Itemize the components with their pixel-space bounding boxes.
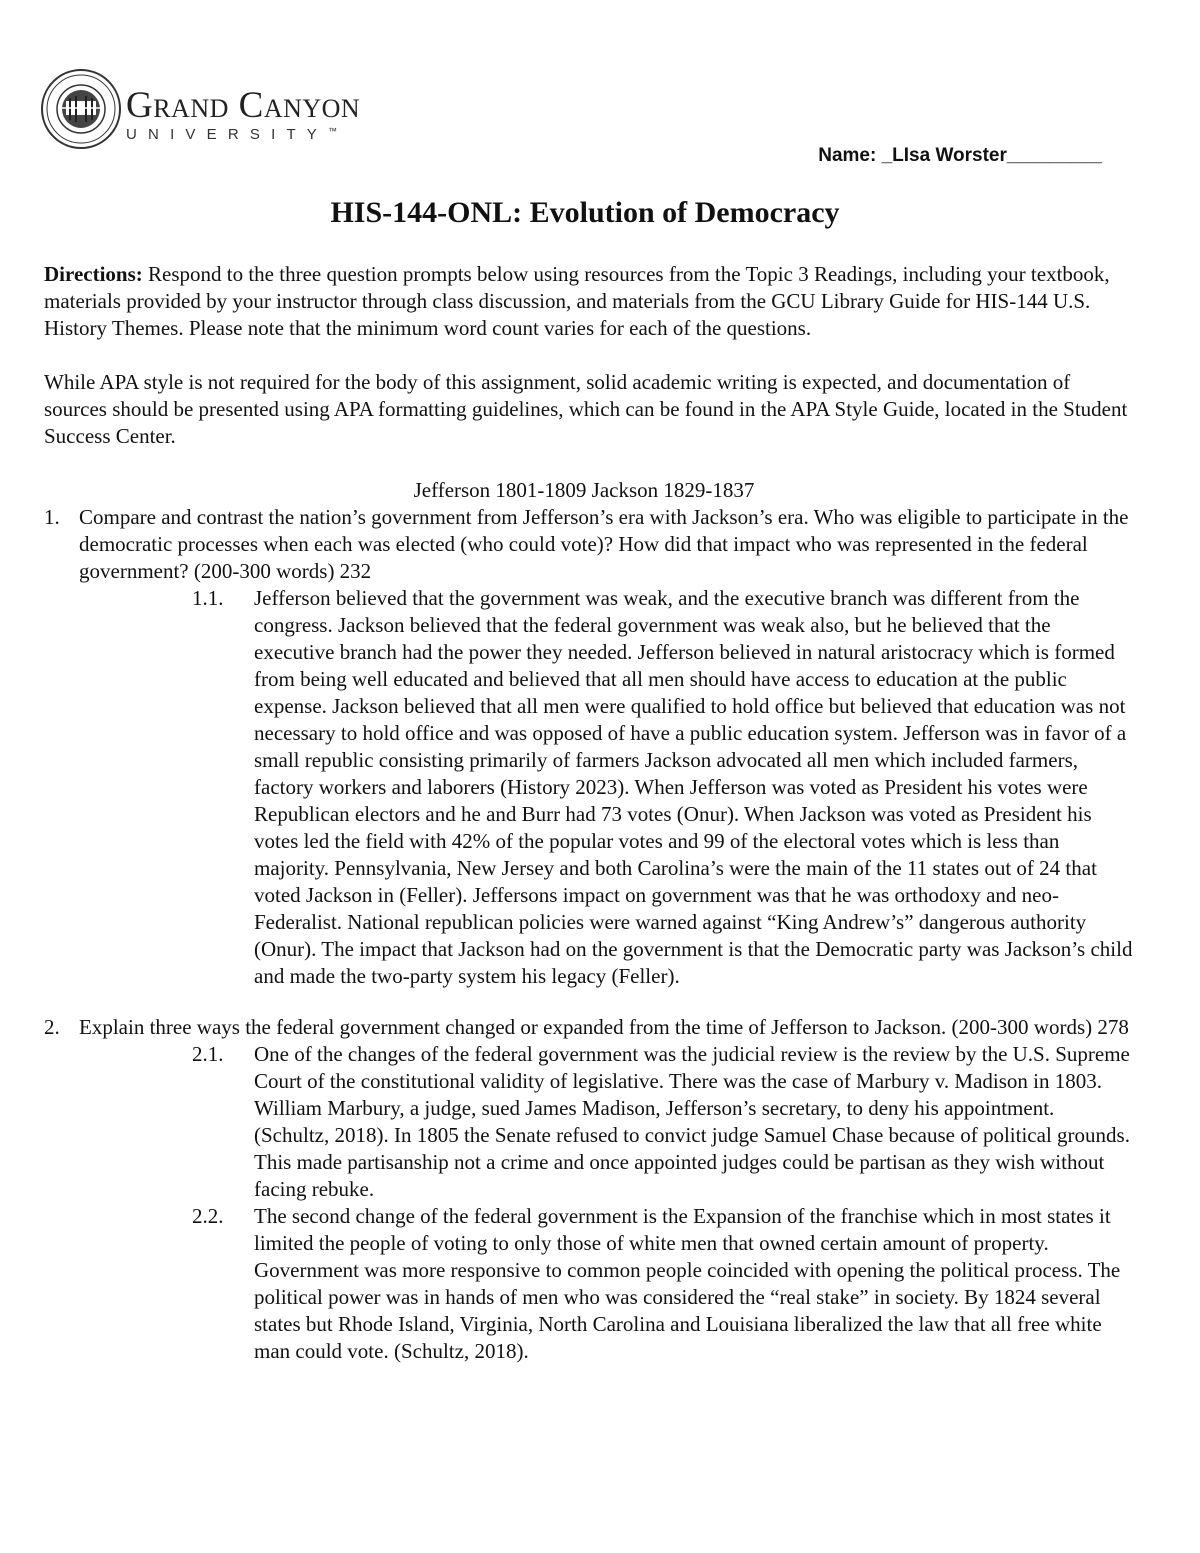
university-name: Grand Canyon: [126, 85, 361, 126]
answer-number: 2.2.: [192, 1204, 224, 1228]
answer-number: 2.1.: [192, 1042, 224, 1066]
university-subtitle: [126, 126, 337, 143]
directions-paragraph: [44, 261, 1134, 342]
question-number: 1.: [44, 505, 60, 529]
document-title: HIS-144-ONL: Evolution of Democracy: [330, 196, 840, 229]
answer-item: [192, 585, 1134, 990]
question-text: Compare and contrast the nation’s government from Jefferson’s era with Jackson’s era. Who was eligible to participate in the democratic processes when each was elected (who could vote)? How did that impact who was represented in the federal government? (200-300 words) 232: [79, 505, 1129, 583]
answer-number: 1.1.: [192, 586, 224, 610]
university-seal-icon: [40, 68, 122, 150]
directions-label: Directions:: [44, 262, 143, 286]
question-item: [44, 1014, 1134, 1041]
university-subtitle-text: UNIVERSITY: [126, 126, 329, 143]
directions-text: Respond to the three question prompts below using resources from the Topic 3 Readings, including your textbook, materials provided by your instructor through class discussion, and materials from the GCU Library Guide for HIS-144 U.S. History Themes. Please note that the minimum word count varies for each of the questions.: [44, 262, 1110, 340]
answer-text: The second change of the federal government is the Expansion of the franchise which in most states it limited the people of voting to only those of white men that owned certain amount of property. Government was more responsive to common people coincided with opening the political process. The political power was in hands of men who was considered the “real stake” in society. By 1824 several states but Rhode Island, Virginia, North Carolina and Louisiana liberalized the law that all free white man could vote. (Schultz, 2018).: [254, 1204, 1121, 1363]
question-item: [44, 504, 1134, 585]
document-body: [44, 261, 1134, 1365]
student-name-line: Name: _LIsa Worster_________: [818, 145, 1102, 166]
answer-text: One of the changes of the federal government was the judicial review is the review by the U.S. Supreme Court of the constitutional validity of legislative. There was the case of Marbury v. Madison in 1803. William Marbury, a judge, sued James Madison, Jefferson’s secretary, to deny his appointment. (Schultz, 2018). In 1805 the Senate refused to convict judge Samuel Chase because of political grounds. This made partisanship not a crime and once appointed judges could be partisan as they wish without facing rebuke.: [254, 1042, 1130, 1201]
timeline-heading: Jefferson 1801-1809 Jackson 1829-1837: [413, 478, 755, 502]
university-logo: [40, 68, 385, 158]
trademark-mark: ™: [328, 126, 338, 136]
question-number: 2.: [44, 1015, 60, 1039]
answer-item: [192, 1203, 1134, 1365]
apa-paragraph: While APA style is not required for the body of this assignment, solid academic writing is expected, and documentation of sources should be presented using APA formatting guidelines, which can be found in the APA Style Guide, located in the Student Success Center.: [44, 370, 1128, 448]
answer-item: [192, 1041, 1134, 1203]
question-text: Explain three ways the federal government changed or expanded from the time of Jefferson to Jackson. (200-300 words) 278: [79, 1015, 1129, 1039]
answer-text: Jefferson believed that the government was weak, and the executive branch was different from the congress. Jackson believed that the federal government was weak also, but he believed that the executive branch had the power they needed. Jefferson believed in natural aristocracy which is formed from being well educated and believed that all men should have access to education at the public expense. Jackson believed that all men were qualified to hold office but believed that education was not necessary to hold office and was opposed of have a public education system. Jefferson was in favor of a small republic consisting primarily of farmers Jackson advocated all men which included farmers, factory workers and laborers (History 2023). When Jefferson was voted as President his votes were Republican electors and he and Burr had 73 votes (Onur). When Jackson was voted as President his votes led the field with 42% of the popular votes and 99 of the electoral votes which is less than majority. Pennsylvania, New Jersey and both Carolina’s were the main of the 11 states out of 24 that voted Jackson in (Feller). Jeffersons impact on government was that he was orthodoxy and neo-Federalist. National republican policies were warned against “King Andrew’s” dangerous authority (Onur). The impact that Jackson had on the government is that the Democratic party was Jackson’s child and made the two-party system his legacy (Feller).: [254, 586, 1133, 988]
